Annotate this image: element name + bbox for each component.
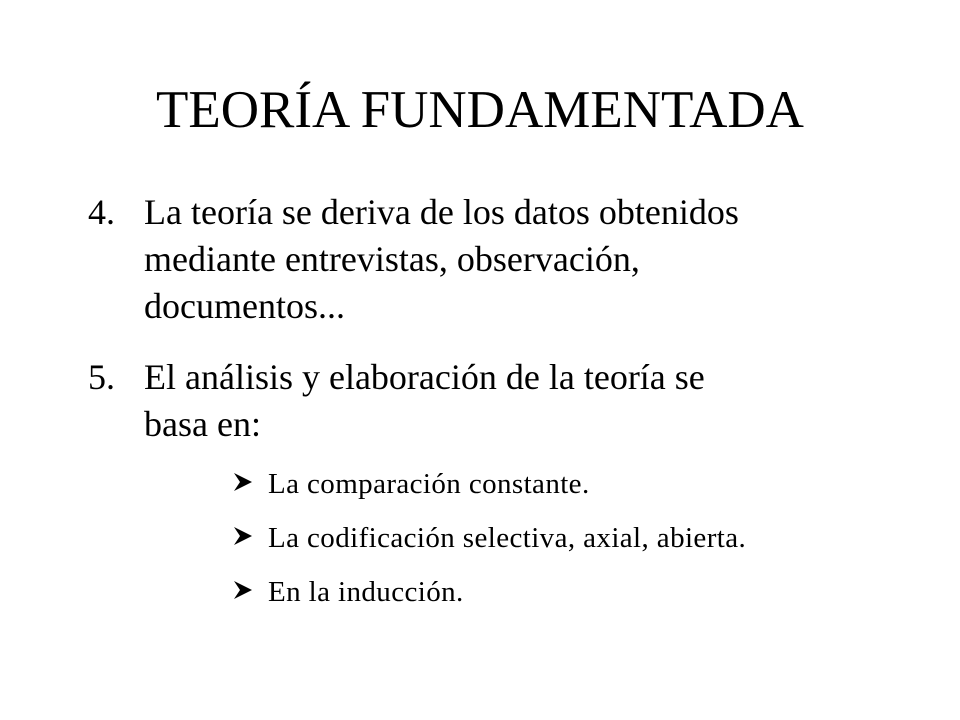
list-text-line: El análisis y elaboración de la teoría se [144, 357, 705, 397]
sub-bullet-item [232, 574, 464, 610]
list-text [144, 189, 888, 330]
sub-bullet-text: En la inducción. [268, 576, 464, 608]
list-item-4 [88, 189, 888, 330]
slide-title: TEORÍA FUNDAMENTADA [156, 81, 804, 139]
list-number: 4. [88, 192, 115, 232]
list-text-line: mediante entrevistas, observación, [144, 239, 640, 279]
sub-bullet-text: La comparación constante. [268, 468, 590, 500]
sub-bullet-item [232, 520, 746, 556]
list-text [144, 354, 888, 448]
list-item-5 [88, 354, 888, 448]
sub-bullet-item [232, 466, 590, 502]
list-text-line: documentos... [144, 286, 345, 326]
list-text-line: basa en: [144, 404, 261, 444]
sub-bullet-text: La codificación selectiva, axial, abierta. [268, 522, 747, 554]
list-text-line: La teoría se deriva de los datos obtenidos [144, 192, 739, 232]
list-number: 5. [88, 357, 115, 397]
